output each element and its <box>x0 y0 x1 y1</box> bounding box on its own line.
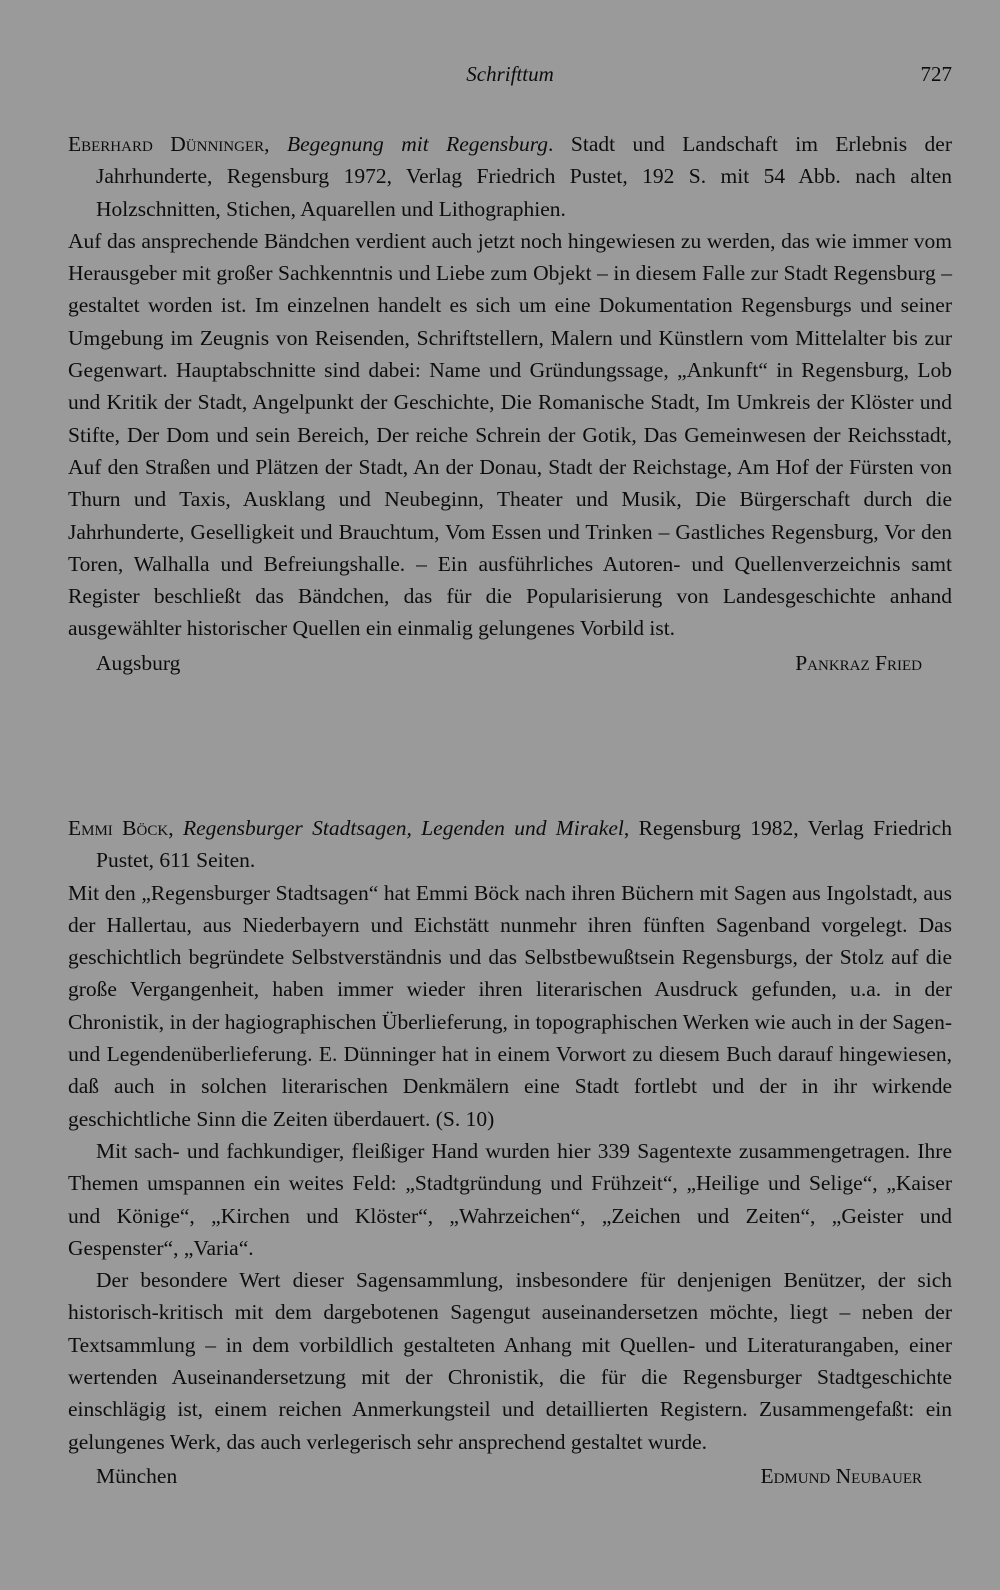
publication-details: . Stadt und Landschaft im Erlebnis der Jahrhunderte, Regensburg 1972, Verlag Friedrich Pustet, 192 S. mit 54 Abb. nach alten Holzschnitten, Stichen, Aquarellen und Lithographien. <box>96 132 953 221</box>
book-author: Emmi Böck <box>68 816 169 840</box>
bibliographic-citation: Eberhard Dünninger, Begegnung mit Regensburg. Stadt und Landschaft im Erlebnis der Jahrhunderte, Regensburg 1972, Verlag Friedrich Pustet, 192 S. mit 54 Abb. nach alten Holzschnitten, Stichen, Aquarellen und Lithographien. <box>68 132 953 221</box>
review-signature <box>68 1460 952 1492</box>
review-paragraph: Mit sach- und fachkundiger, fleißiger Hand wurden hier 339 Sagentexte zusammengetragen. Ihre Themen umspannen ein weites Feld: „Stadtgründung und Frühzeit“, „Heilige und Selige“, „Kaiser und Könige“, „Kirchen und Klöster“, „Wahrzeichen“, „Zeichen und Zeiten“, „Geister und Gespenster“, „Varia“. <box>68 1138 952 1260</box>
page-number: 727 <box>920 62 952 86</box>
publication-details: , Regensburg 1982, Verlag Friedrich Pustet, 611 Seiten. <box>96 816 952 873</box>
review-paragraph: Der besondere Wert dieser Sagensammlung, insbesondere für denjenigen Benützer, der sich historisch-kritisch mit dem dargebotenen Sagengut auseinandersetzen möchte, liegt – neben der Textsammlung – in dem vorbildlich gestalteten Anhang mit Quellen- und Literaturangaben, einer wertenden Auseinandersetzung mit der Chronistik, die für die Regensburger Stadtgeschichte einschlägig ist, einem reichen Anmerkungsteil und detaillierten Registern. Zusammengefaßt: ein gelungenes Werk, das auch verlegerisch sehr ansprechend gestaltet wurde. <box>68 1268 952 1454</box>
book-author: Eberhard Dünninger <box>68 132 265 156</box>
book-title: Begegnung mit Regensburg <box>287 132 549 156</box>
bibliographic-citation: Emmi Böck, Regensburger Stadtsagen, Legenden und Mirakel, Regensburg 1982, Verlag Friedrich Pustet, 611 Seiten. <box>68 816 952 873</box>
review-paragraph: Auf das ansprechende Bändchen verdient auch jetzt noch hingewiesen zu werden, das wie immer vom Herausgeber mit großer Sachkenntnis und Liebe zum Objekt – in diesem Falle zur Stadt Regensburg – gestaltet worden ist. Im einzelnen handelt es sich um eine Dokumentation Regensburgs und seiner Umgebung im Zeugnis von Reisenden, Schriftstellern, Malern und Künstlern vom Mittelalter bis zur Gegenwart. Hauptabschnitte sind dabei: Name und Gründungssage, „Ankunft“ in Regensburg, Lob und Kritik der Stadt, Angelpunkt der Geschichte, Die Romanische Stadt, Im Umkreis der Klöster und Stifte, Der Dom und sein Bereich, Der reiche Schrein der Gotik, Das Gemeinwesen der Reichsstadt, Auf den Straßen und Plätzen der Stadt, An der Donau, Stadt der Reichstage, Am Hof der Fürsten von Thurn und Taxis, Ausklang und Neubeginn, Theater und Musik, Die Bürgerschaft durch die Jahrhunderte, Geselligkeit und Brauchtum, Vom Essen und Trinken – Gastliches Regensburg, Vor den Toren, Walhalla und Befreiungshalle. – Ein ausführliches Autoren- und Quellenverzeichnis samt Register beschließt das Bändchen, das für die Popularisierung von Landesgeschichte anhand ausgewählter historischer Quellen ein einmalig gelungenes Vorbild ist. <box>68 228 952 641</box>
reviewer-name: Edmund Neubauer <box>760 1463 922 1488</box>
reviewer-place: München <box>96 1463 178 1488</box>
reviewer-name: Pankraz Fried <box>795 650 922 675</box>
book-title: Regensburger Stadtsagen, Legenden und Mirakel <box>182 816 624 840</box>
review-boeck <box>68 812 952 1492</box>
reviewer-place: Augsburg <box>96 650 181 675</box>
running-title: Schrifttum <box>466 62 554 86</box>
running-header <box>68 62 952 94</box>
review-signature <box>68 647 952 679</box>
review-duenninger <box>68 128 952 679</box>
review-paragraph: Mit den „Regensburger Stadtsagen“ hat Emmi Böck nach ihren Büchern mit Sagen aus Ingolstadt, aus der Hallertau, aus Niederbayern und Eichstätt nunmehr ihren fünften Sagenband vorgelegt. Das geschichtlich begründete Selbstverständnis und das Selbstbewußtsein Regensburgs, der Stolz auf die große Vergangenheit, haben immer wieder ihren literarischen Ausdruck gefunden, u.a. in der Chronistik, in der hagiographischen Überlieferung, in topographischen Werken wie auch in der Sagen- und Legendenüberlieferung. E. Dünninger hat in einem Vorwort zu diesem Buch darauf hingewiesen, daß auch in solchen literarischen Denkmälern eine Stadt fortlebt und der in ihr wirkende geschichtliche Sinn die Zeiten überdauert. (S. 10) <box>68 880 952 1131</box>
